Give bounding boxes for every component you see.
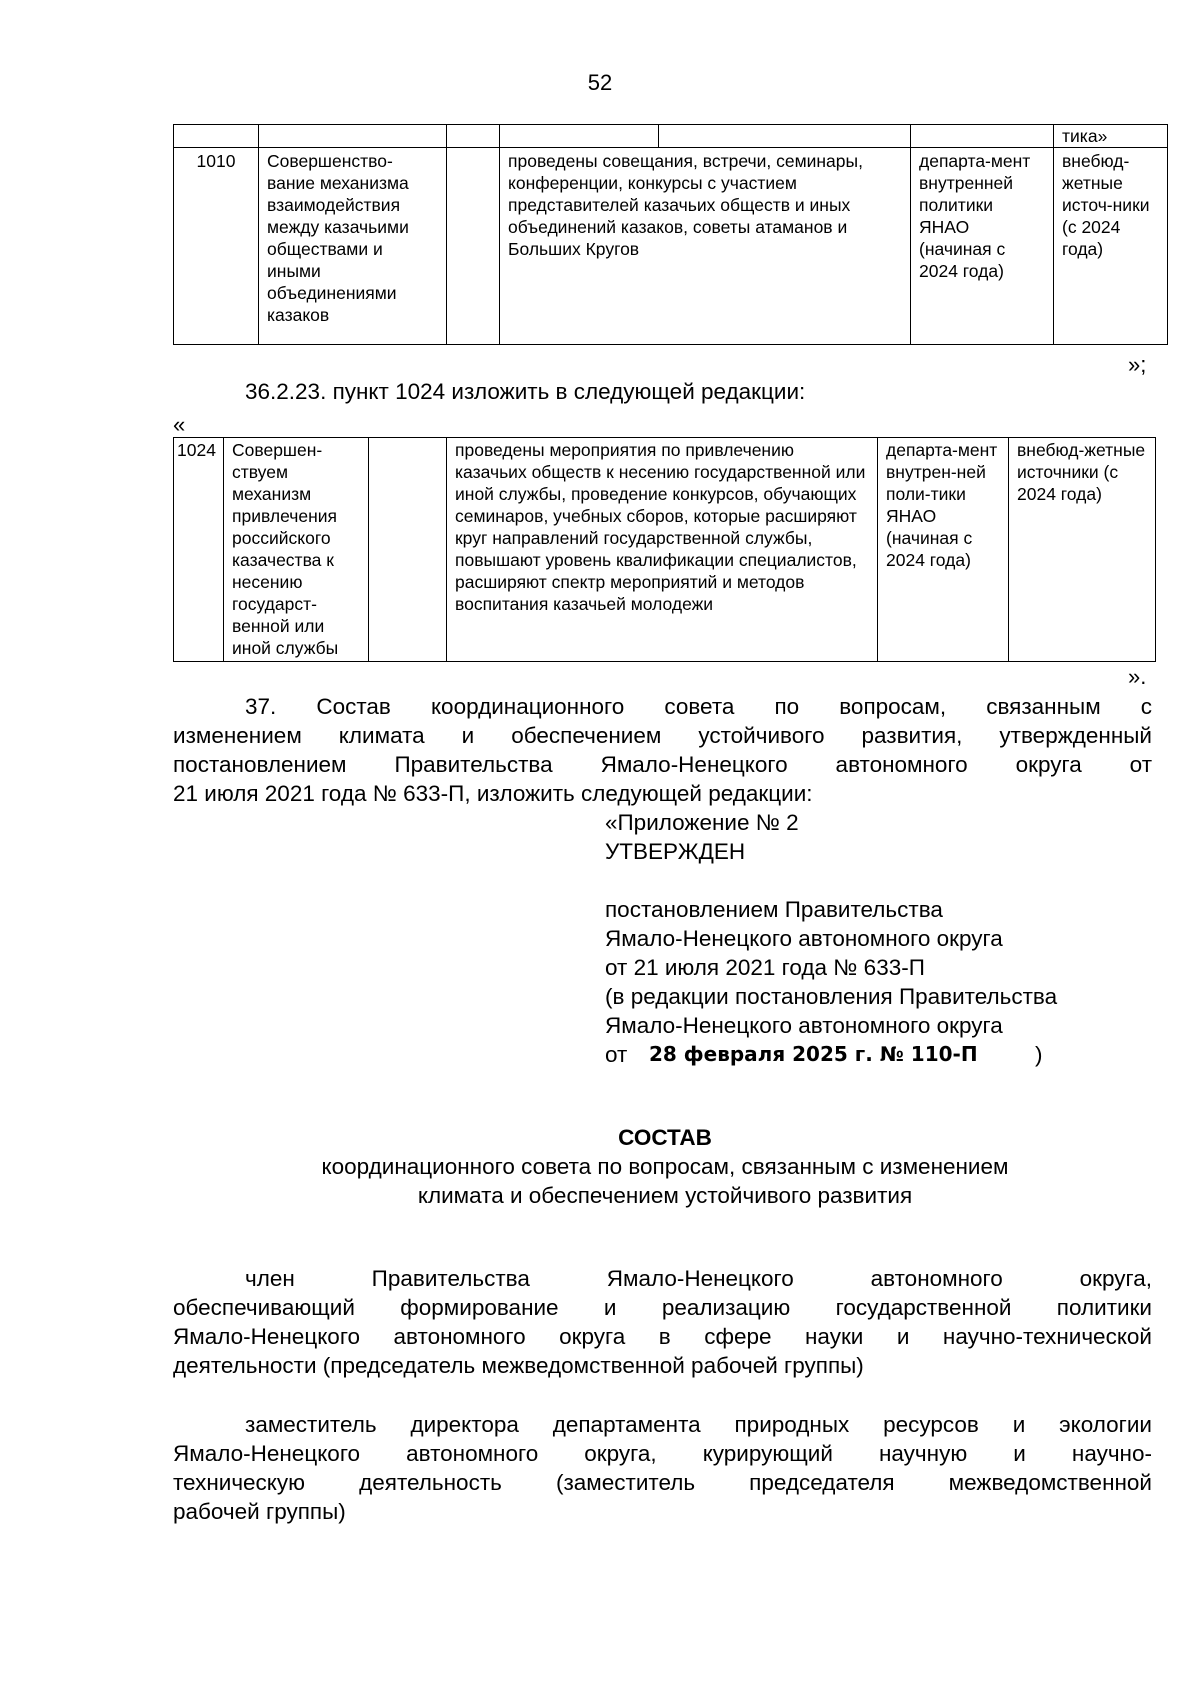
row-responsible: департа-мент внутрен-ней поли-тики ЯНАО (начиная с 2024 года) <box>878 438 1009 662</box>
approved-label: УТВЕРЖДЕН <box>605 839 746 864</box>
item-36-text: 36.2.23. пункт 1024 изложить в следующей редакции: <box>245 379 806 404</box>
member-1-line: член Правительства Ямало-Ненецкого автономного округа, <box>245 1266 1152 1291</box>
composition-title: СОСТАВ <box>618 1125 712 1150</box>
header-cell-last: тика» <box>1054 125 1168 148</box>
table-item-1024 <box>173 437 1156 662</box>
approval-line: постановлением Правительства <box>605 897 943 922</box>
table-row <box>174 148 1168 345</box>
appendix-label: «Приложение № 2 <box>605 810 799 835</box>
member-2-line: техническую деятельность (заместитель председателя межведомственной <box>173 1470 1152 1495</box>
member-2-line: заместитель директора департамента природных ресурсов и экологии <box>245 1412 1152 1437</box>
composition-subtitle: климата и обеспечением устойчивого развития <box>417 1183 913 1208</box>
approval-line: Ямало-Ненецкого автономного округа <box>605 926 1003 951</box>
row-number: 1010 <box>174 148 259 345</box>
member-1-line: деятельности (председатель межведомственной рабочей группы) <box>173 1353 864 1378</box>
closing-quote-2: ». <box>1128 664 1147 689</box>
approval-line: от 21 июля 2021 года № 633-П <box>605 955 925 980</box>
item-37-line: 21 июля 2021 года № 633-П, изложить следующей редакции: <box>173 781 813 806</box>
row-name: Совершен-ствуем механизм привлечения российского казачества к несению государст-венной или иной службы <box>224 438 369 662</box>
approval-from: от <box>605 1042 628 1067</box>
row-name: Совершенство-вание механизма взаимодействия между казачьими обществами и иными объединениями казаков <box>259 148 447 345</box>
composition-subtitle: координационного совета по вопросам, связанным с изменением <box>321 1154 1009 1179</box>
member-2-line: Ямало-Ненецкого автономного округа, курирующий научную и научно- <box>173 1441 1152 1466</box>
page-number: 52 <box>587 70 613 95</box>
member-1-line: обеспечивающий формирование и реализацию государственной политики <box>173 1295 1152 1320</box>
member-1-line: Ямало-Ненецкого автономного округа в сфере науки и научно-технической <box>173 1324 1152 1349</box>
approval-line: (в редакции постановления Правительства <box>605 984 1058 1009</box>
row-source: внебюд-жетные источ-ники (с 2024 года) <box>1054 148 1168 345</box>
table-header-row <box>174 125 1168 148</box>
opening-quote: « <box>173 412 186 437</box>
member-2-line: рабочей группы) <box>173 1499 346 1524</box>
row-responsible: департа-мент внутренней политики ЯНАО (начиная с 2024 года) <box>911 148 1054 345</box>
item-37-line: постановлением Правительства Ямало-Ненецкого автономного округа от <box>173 752 1152 777</box>
table-item-1010 <box>173 124 1168 345</box>
row-source: внебюд-жетные источники (с 2024 года) <box>1009 438 1156 662</box>
registration-stamp: 28 февраля 2025 г. № 110-П <box>649 1042 978 1066</box>
table-row <box>174 438 1156 662</box>
item-37-line: изменением климата и обеспечением устойчивого развития, утвержденный <box>173 723 1152 748</box>
approval-close-paren: ) <box>1035 1042 1043 1067</box>
item-37-line: 37. Состав координационного совета по вопросам, связанным с <box>245 694 1152 719</box>
closing-quote-1: »; <box>1128 352 1147 377</box>
row-result: проведены мероприятия по привлечению казачьих обществ к несению государственной или иной службы, проведение конкурсов, обучающих семинаров, учебных сборов, которые расширяют круг направлений государственной службы, повышают уровень квалификации специалистов, расширяют спектр мероприятий и методов воспитания казачьей молодежи <box>447 438 878 662</box>
row-result: проведены совещания, встречи, семинары, конференции, конкурсы с участием представителей казачьих обществ и иных объединений казаков, советы атаманов и Больших Кругов <box>500 148 911 345</box>
row-number: 1024 <box>174 438 224 662</box>
approval-line: Ямало-Ненецкого автономного округа <box>605 1013 1003 1038</box>
